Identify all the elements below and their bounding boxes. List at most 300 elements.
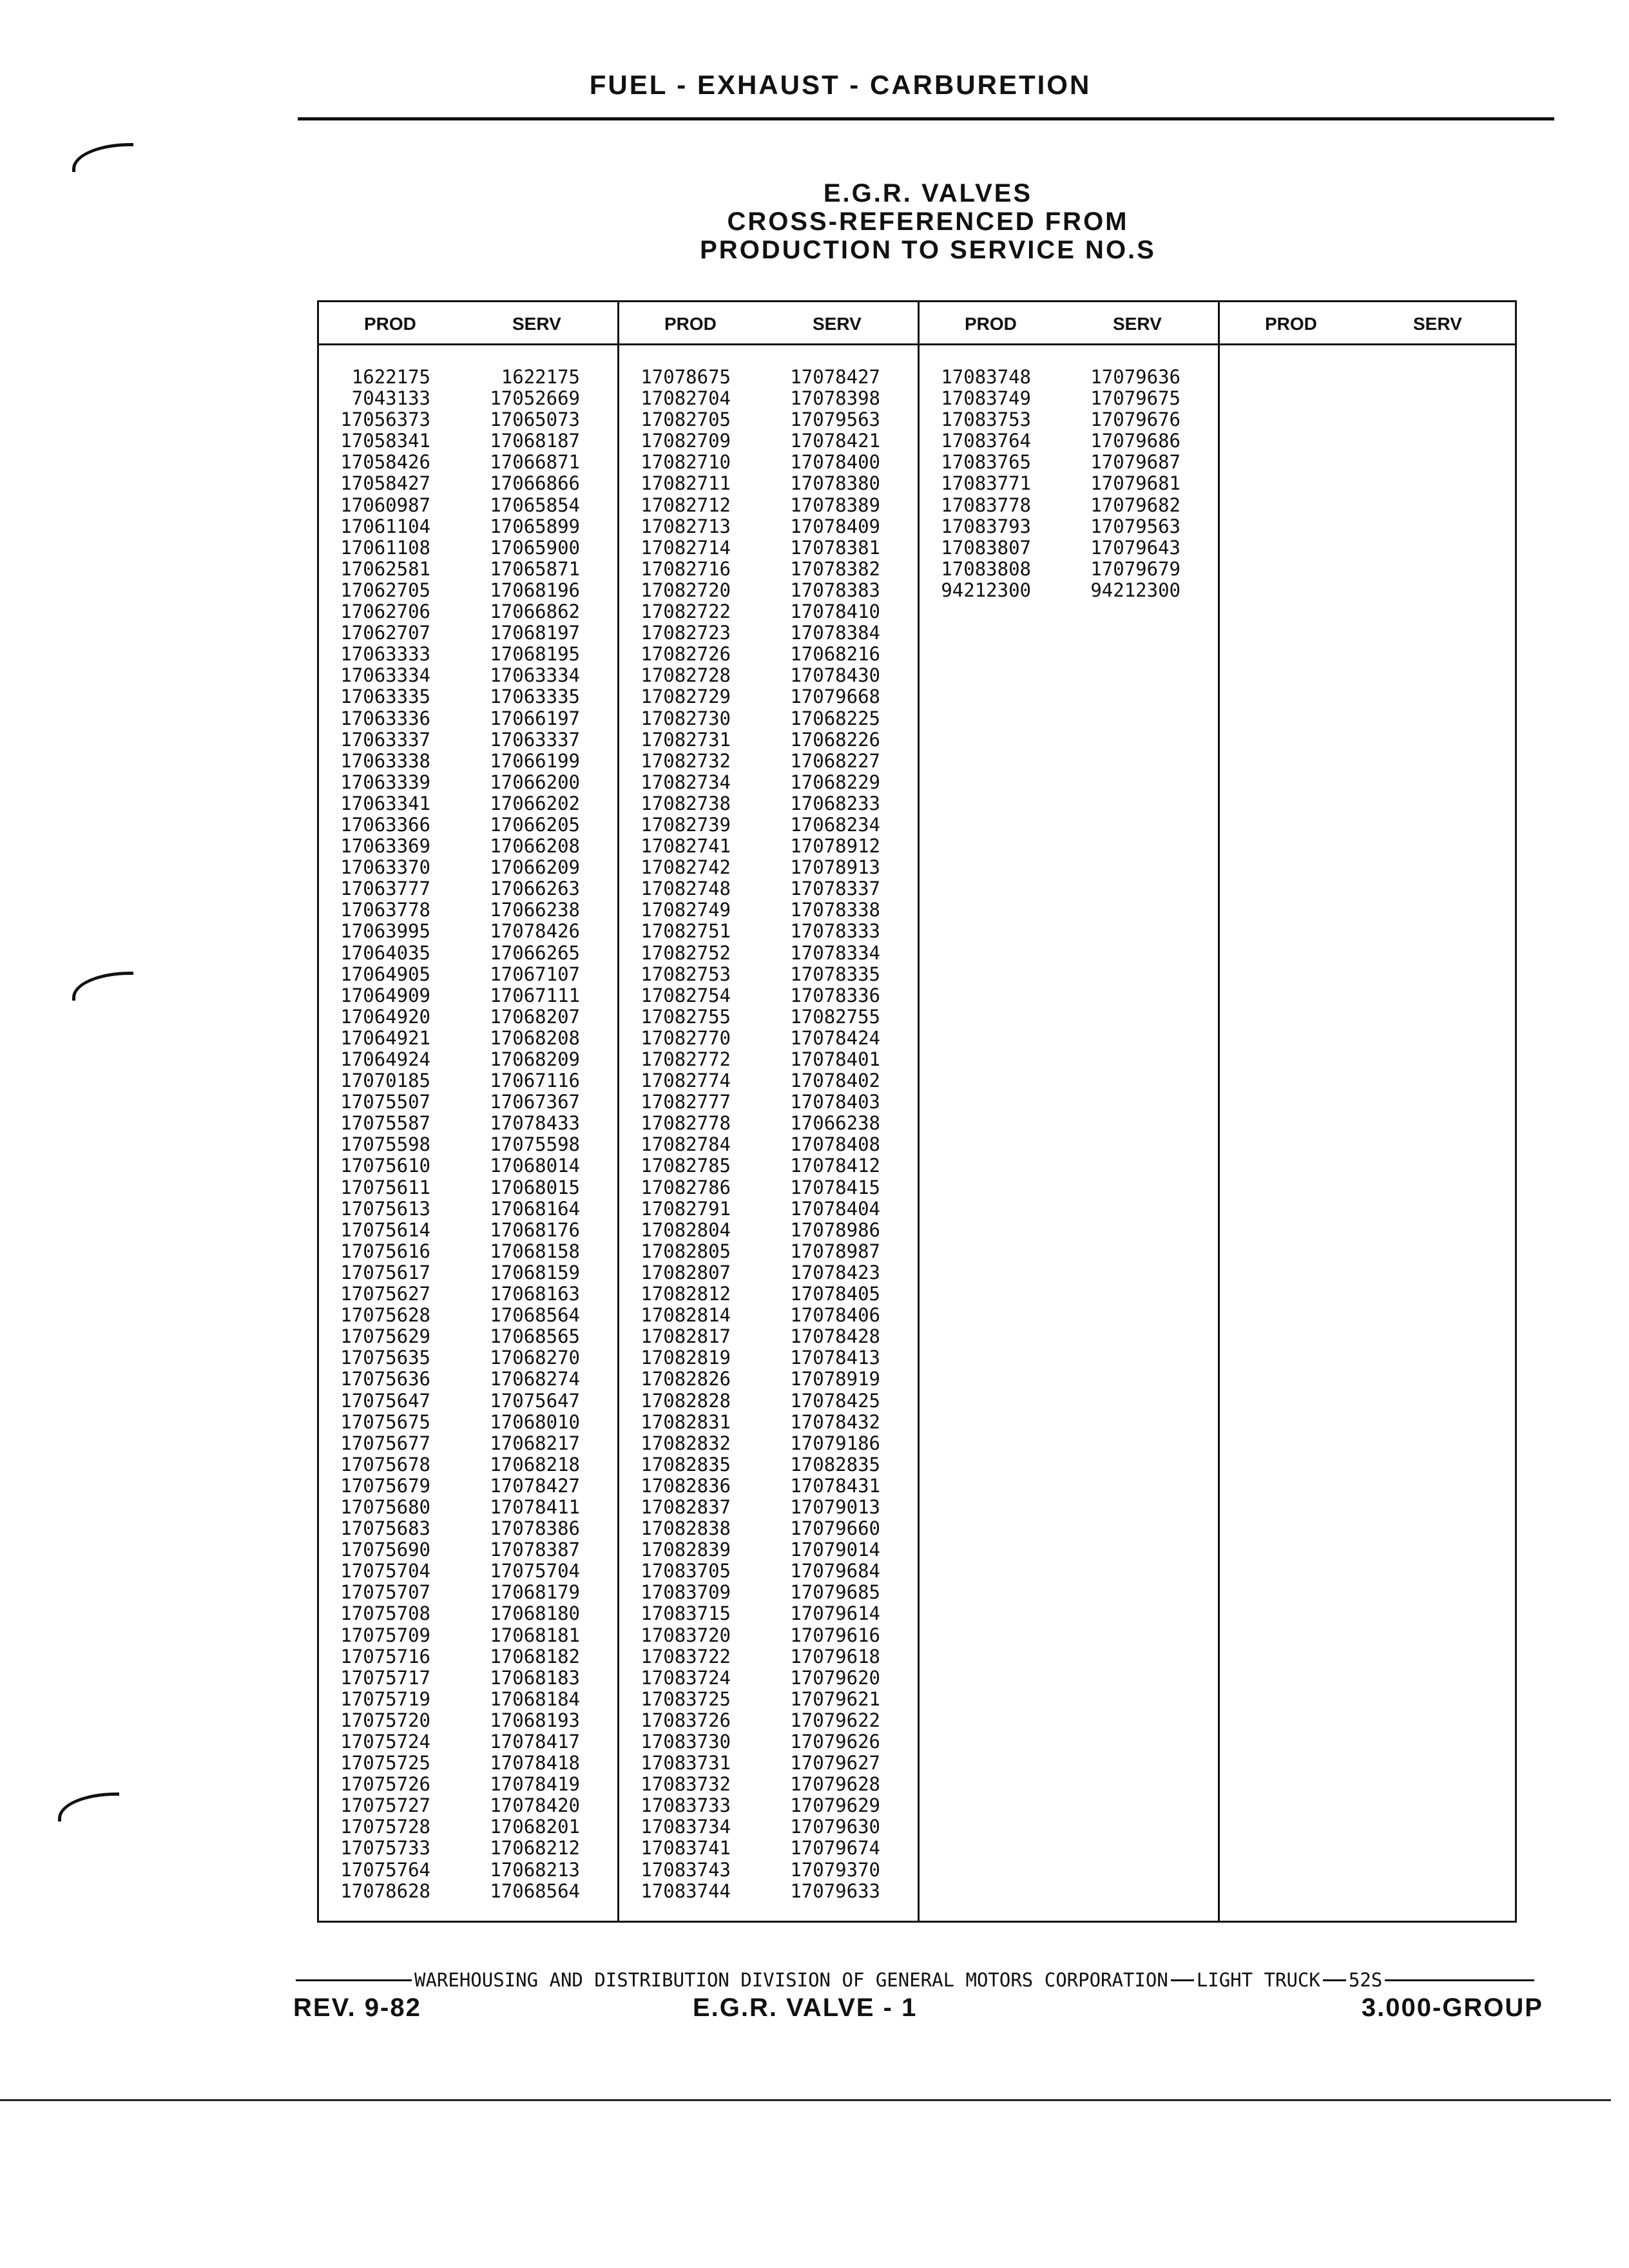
group-label: 3.000-GROUP [1361, 1994, 1543, 2022]
table-row [619, 1518, 918, 1539]
prod-number: 17082754 [641, 984, 731, 1006]
serv-number: 17078410 [790, 601, 880, 623]
serv-number: 17068209 [490, 1048, 580, 1070]
prod-number: 17083764 [941, 430, 1031, 452]
prod-number: 17075728 [340, 1816, 430, 1838]
table-row [619, 1369, 918, 1390]
table-row [619, 580, 918, 601]
prod-number: 17082804 [641, 1218, 731, 1241]
serv-number: 17068159 [490, 1261, 580, 1283]
table-row [319, 1177, 617, 1198]
serv-header: SERV [1413, 314, 1462, 334]
table-row [319, 1518, 617, 1539]
revision-label: REV. 9-82 [293, 1994, 421, 2022]
table-row [619, 943, 918, 964]
prod-number: 17075647 [340, 1389, 430, 1412]
serv-number: 17078381 [790, 536, 880, 559]
table-row [619, 793, 918, 814]
table-row [920, 580, 1218, 601]
serv-number: 17066265 [490, 941, 580, 964]
serv-number: 17079563 [1090, 515, 1181, 537]
table-row [619, 1753, 918, 1774]
table-row [619, 409, 918, 430]
table-row [319, 772, 617, 793]
serv-number: 17079679 [1090, 557, 1181, 580]
serv-number: 17079629 [790, 1794, 880, 1817]
prod-number: 17082728 [641, 664, 731, 687]
prod-number: 17082755 [641, 1005, 731, 1028]
prod-number: 17082741 [641, 835, 731, 858]
prod-number: 17075679 [340, 1474, 430, 1497]
prod-number: 17083709 [641, 1581, 731, 1604]
prod-number: 17082835 [641, 1453, 731, 1475]
table-row [619, 921, 918, 942]
serv-number: 17068207 [490, 1005, 580, 1028]
table-row [619, 367, 918, 388]
serv-number: 17078408 [790, 1133, 880, 1156]
prod-number: 17075680 [340, 1495, 430, 1518]
serv-number: 17068182 [490, 1645, 580, 1667]
table-row [619, 1347, 918, 1369]
prod-number: 17062581 [340, 557, 430, 580]
prod-number: 17082837 [641, 1495, 731, 1518]
table-row [920, 452, 1218, 473]
prod-number: 17082831 [641, 1410, 731, 1433]
prod-number: 17082832 [641, 1432, 731, 1454]
serv-number: 17068180 [490, 1602, 580, 1625]
serv-number: 17068187 [490, 430, 580, 452]
table-row [619, 1091, 918, 1113]
prod-number: 17083753 [941, 408, 1031, 431]
table-row [619, 1433, 918, 1454]
binder-hole-mark [72, 972, 133, 1001]
prod-number: 17082748 [641, 878, 731, 900]
table-row [319, 1305, 617, 1326]
serv-number: 17079013 [790, 1495, 880, 1518]
table-row [619, 1561, 918, 1582]
column-header [319, 302, 617, 345]
table-row [319, 1860, 617, 1881]
prod-header: PROD [364, 314, 416, 334]
footer-info [293, 1994, 1543, 2026]
prod-number: 17082777 [641, 1091, 731, 1113]
serv-number: 17068274 [490, 1368, 580, 1390]
serv-number: 17079684 [790, 1560, 880, 1582]
serv-number: 17079614 [790, 1602, 880, 1625]
serv-number: 17078427 [490, 1474, 580, 1497]
serv-number: 17079676 [1090, 408, 1181, 431]
prod-number: 17082726 [641, 643, 731, 666]
serv-number: 17079618 [790, 1645, 880, 1667]
serv-number: 17066202 [490, 792, 580, 814]
table-row [920, 367, 1218, 388]
serv-number: 17079636 [1090, 366, 1181, 388]
serv-number: 17078386 [490, 1517, 580, 1540]
prod-number: 17063995 [340, 920, 430, 943]
serv-number: 17068218 [490, 1453, 580, 1475]
serv-number: 17068213 [490, 1858, 580, 1881]
prod-number: 17083725 [641, 1687, 731, 1710]
prod-number: 17078628 [340, 1879, 430, 1902]
serv-number: 17068181 [490, 1624, 580, 1646]
binder-hole-mark [58, 1792, 119, 1821]
section-header: FUEL - EXHAUST - CARBURETION [589, 70, 1092, 100]
serv-number: 17079668 [790, 686, 880, 708]
serv-number: 17068229 [790, 771, 880, 793]
table-row [319, 1283, 617, 1305]
prod-number: 17082836 [641, 1474, 731, 1497]
serv-number: 17066197 [490, 707, 580, 729]
prod-number: 17075675 [340, 1410, 430, 1433]
prod-number: 17075617 [340, 1261, 430, 1283]
table-row [619, 1262, 918, 1283]
footer-division-line [293, 1969, 1537, 1991]
serv-number: 17078420 [490, 1794, 580, 1817]
prod-number: 17082705 [641, 408, 731, 431]
prod-number: 17058427 [340, 472, 430, 495]
column-rows [619, 367, 918, 1902]
prod-number: 17083771 [941, 472, 1031, 495]
serv-number: 17068201 [490, 1816, 580, 1838]
table-column-1 [319, 302, 619, 1921]
table-row [319, 921, 617, 942]
serv-number: 17067107 [490, 963, 580, 985]
table-row [319, 943, 617, 964]
table-row [319, 793, 617, 814]
serv-number: 17078404 [790, 1197, 880, 1220]
serv-number: 17078406 [790, 1304, 880, 1327]
serv-number: 94212300 [1090, 579, 1181, 601]
serv-number: 17079186 [790, 1432, 880, 1454]
prod-number: 17082729 [641, 686, 731, 708]
footer-rule [1323, 1979, 1346, 1981]
table-row [319, 1646, 617, 1667]
serv-number: 17068196 [490, 579, 580, 601]
table-row [319, 729, 617, 751]
serv-number: 17079681 [1090, 472, 1181, 495]
prod-number: 17082732 [641, 749, 731, 772]
prod-number: 17064921 [340, 1026, 430, 1049]
serv-number: 17068014 [490, 1155, 580, 1177]
table-row [619, 473, 918, 494]
table-row [619, 1774, 918, 1795]
serv-number: 17079643 [1090, 536, 1181, 559]
table-row [619, 1816, 918, 1838]
serv-number: 17068212 [490, 1837, 580, 1860]
serv-header: SERV [1113, 314, 1162, 334]
table-row [319, 1347, 617, 1369]
table-row [319, 409, 617, 430]
serv-number: 17078427 [790, 366, 880, 388]
serv-number: 17068195 [490, 643, 580, 666]
prod-number: 17075678 [340, 1453, 430, 1475]
prod-number: 17083715 [641, 1602, 731, 1625]
table-row [319, 622, 617, 644]
table-row [619, 1113, 918, 1134]
prod-number: 17063777 [340, 878, 430, 900]
table-row [619, 1390, 918, 1412]
prod-number: 17075717 [340, 1666, 430, 1689]
table-row [319, 1220, 617, 1241]
prod-number: 17075628 [340, 1304, 430, 1327]
table-row [619, 388, 918, 409]
serv-number: 17075704 [490, 1560, 580, 1582]
serv-number: 17066871 [490, 451, 580, 474]
prod-number: 17083748 [941, 366, 1031, 388]
prod-number: 17082784 [641, 1133, 731, 1156]
table-row [319, 430, 617, 452]
table-row [319, 1497, 617, 1518]
prod-number: 17061104 [340, 515, 430, 537]
prod-number: 17075629 [340, 1325, 430, 1348]
prod-number: 17083724 [641, 1666, 731, 1689]
prod-number: 17083793 [941, 515, 1031, 537]
prod-number: 17082786 [641, 1176, 731, 1198]
serv-number: 17068216 [790, 643, 880, 666]
title-line-3: PRODUCTION TO SERVICE NO.S [700, 236, 1156, 264]
prod-number: 17070185 [340, 1070, 430, 1092]
table-row [319, 1091, 617, 1113]
table-row [319, 1838, 617, 1859]
prod-number: 17083808 [941, 557, 1031, 580]
serv-number: 17078419 [490, 1773, 580, 1796]
prod-number: 17062705 [340, 579, 430, 601]
prod-number: 17075720 [340, 1709, 430, 1731]
table-row [319, 1603, 617, 1624]
prod-number: 17083720 [641, 1624, 731, 1646]
table-row [619, 1625, 918, 1646]
table-row [319, 1198, 617, 1220]
serv-number: 17065900 [490, 536, 580, 559]
serv-number: 17078424 [790, 1026, 880, 1049]
prod-number: 17082722 [641, 601, 731, 623]
serv-number: 17079620 [790, 1666, 880, 1689]
table-row [319, 708, 617, 729]
prod-number: 17075733 [340, 1837, 430, 1860]
serv-number: 17068227 [790, 749, 880, 772]
prod-number: 17075708 [340, 1602, 430, 1625]
table-row [319, 559, 617, 580]
title-line-1: E.G.R. VALVES [823, 179, 1033, 207]
table-row [319, 1390, 617, 1412]
prod-header: PROD [965, 314, 1017, 334]
column-header [1220, 302, 1515, 345]
table-row [619, 601, 918, 622]
table-row [319, 857, 617, 878]
title-line-2: CROSS-REFERENCED FROM [727, 207, 1129, 236]
serv-number: 17068183 [490, 1666, 580, 1689]
serv-number: 17066199 [490, 749, 580, 772]
table-row [619, 1155, 918, 1177]
prod-number: 17083730 [641, 1731, 731, 1753]
serv-number: 17078421 [790, 430, 880, 452]
serv-number: 17078333 [790, 920, 880, 943]
serv-number: 17079628 [790, 1773, 880, 1796]
prod-number: 17083731 [641, 1752, 731, 1774]
serv-number: 17066866 [490, 472, 580, 495]
table-row [619, 1220, 918, 1241]
prod-number: 17083807 [941, 536, 1031, 559]
serv-number: 17078913 [790, 856, 880, 879]
prod-number: 17063370 [340, 856, 430, 879]
prod-number: 17082714 [641, 536, 731, 559]
prod-number: 17082785 [641, 1155, 731, 1177]
prod-number: 17083726 [641, 1709, 731, 1731]
prod-number: 17063333 [340, 643, 430, 666]
serv-number: 17078432 [790, 1410, 880, 1433]
serv-number: 17078413 [790, 1347, 880, 1369]
prod-number: 17083741 [641, 1837, 731, 1860]
serv-number: 17068197 [490, 622, 580, 644]
table-row [319, 1070, 617, 1091]
serv-number: 1622175 [501, 366, 580, 388]
prod-number: 17082791 [641, 1197, 731, 1220]
prod-number: 17083732 [641, 1773, 731, 1796]
serv-number: 17078401 [790, 1048, 880, 1070]
prod-number: 17075598 [340, 1133, 430, 1156]
serv-number: 17068565 [490, 1325, 580, 1348]
serv-number: 17079674 [790, 1837, 880, 1860]
serv-number: 17079687 [1090, 451, 1181, 474]
table-row [319, 1412, 617, 1433]
serv-number: 17078426 [490, 920, 580, 943]
prod-number: 17075635 [340, 1347, 430, 1369]
footer-rule [1385, 1979, 1534, 1981]
prod-number: 17082839 [641, 1539, 731, 1561]
prod-number: 17083705 [641, 1560, 731, 1582]
table-row [619, 729, 918, 751]
prod-number: 17082730 [641, 707, 731, 729]
serv-number: 17078425 [790, 1389, 880, 1412]
serv-number: 17068015 [490, 1176, 580, 1198]
prod-number: 17082713 [641, 515, 731, 537]
serv-number: 17068564 [490, 1304, 580, 1327]
serv-number: 17078382 [790, 557, 880, 580]
prod-number: 17063778 [340, 899, 430, 921]
cross-reference-table [317, 300, 1517, 1923]
table-row [619, 516, 918, 537]
table-row [619, 772, 918, 793]
prod-number: 17082838 [641, 1517, 731, 1540]
table-row [619, 1241, 918, 1262]
prod-number: 17062707 [340, 622, 430, 644]
serv-number: 17079660 [790, 1517, 880, 1540]
table-row [319, 964, 617, 985]
prod-number: 7043133 [351, 387, 430, 410]
table-row [619, 686, 918, 707]
table-row [619, 644, 918, 665]
serv-number: 17066209 [490, 856, 580, 879]
prod-number: 17075704 [340, 1560, 430, 1582]
serv-number: 17068010 [490, 1410, 580, 1433]
serv-number: 17065073 [490, 408, 580, 431]
serv-header: SERV [813, 314, 862, 334]
table-row [319, 878, 617, 899]
prod-number: 17082805 [641, 1240, 731, 1262]
prod-number: 17063338 [340, 749, 430, 772]
table-row [319, 899, 617, 921]
prod-number: 17075683 [340, 1517, 430, 1540]
serv-number: 17078334 [790, 941, 880, 964]
table-row [920, 409, 1218, 430]
prod-number: 17082720 [641, 579, 731, 601]
table-row [319, 814, 617, 836]
table-row [619, 964, 918, 985]
serv-number: 17063334 [490, 664, 580, 687]
prod-number: 17063366 [340, 813, 430, 836]
serv-number: 17078387 [490, 1539, 580, 1561]
prod-number: 17058341 [340, 430, 430, 452]
table-row [619, 1838, 918, 1859]
serv-number: 17065899 [490, 515, 580, 537]
table-row [920, 473, 1218, 494]
page-title: E.G.R. VALVE - 1 [693, 1994, 918, 2022]
table-row [619, 1454, 918, 1475]
prod-number: 17082704 [641, 387, 731, 410]
prod-number: 17075610 [340, 1155, 430, 1177]
table-row [619, 1198, 918, 1220]
serv-number: 17065854 [490, 494, 580, 516]
prod-number: 17062706 [340, 601, 430, 623]
table-row [619, 1582, 918, 1603]
serv-number: 17068163 [490, 1283, 580, 1305]
serv-number: 17075647 [490, 1389, 580, 1412]
serv-number: 17078411 [490, 1495, 580, 1518]
serv-number: 17066205 [490, 813, 580, 836]
table-row [319, 1006, 617, 1028]
serv-number: 17068234 [790, 813, 880, 836]
table-row [319, 473, 617, 494]
table-row [619, 1006, 918, 1028]
table-row [619, 836, 918, 857]
table-column-4 [1220, 302, 1515, 1921]
prod-number: 17082812 [641, 1283, 731, 1305]
prod-number: 17082807 [641, 1261, 731, 1283]
table-row [319, 1475, 617, 1497]
prod-number: 17075613 [340, 1197, 430, 1220]
serv-number: 17068564 [490, 1879, 580, 1902]
table-row [619, 665, 918, 686]
serv-number: 17066238 [790, 1112, 880, 1135]
table-row [319, 1241, 617, 1262]
serv-number: 17079616 [790, 1624, 880, 1646]
table-row [619, 1049, 918, 1070]
serv-number: 17078417 [490, 1731, 580, 1753]
serv-number: 17068193 [490, 1709, 580, 1731]
prod-number: 17082751 [641, 920, 731, 943]
table-row [319, 537, 617, 559]
serv-number: 17079014 [790, 1539, 880, 1561]
table-row [619, 559, 918, 580]
serv-number: 17066263 [490, 878, 580, 900]
table-column-2 [619, 302, 920, 1921]
table-row [319, 367, 617, 388]
table-row [619, 899, 918, 921]
prod-number: 17075719 [340, 1687, 430, 1710]
prod-number: 17075690 [340, 1539, 430, 1561]
prod-number: 17063337 [340, 728, 430, 751]
serv-number: 17068176 [490, 1218, 580, 1241]
serv-number: 17082835 [790, 1453, 880, 1475]
serv-number: 17078415 [790, 1176, 880, 1198]
table-row [319, 1774, 617, 1795]
table-row [319, 665, 617, 686]
prod-number: 17082814 [641, 1304, 731, 1327]
prod-number: 17082731 [641, 728, 731, 751]
table-row [319, 1881, 617, 1902]
prod-number: 17075587 [340, 1112, 430, 1135]
table-row [619, 1326, 918, 1347]
